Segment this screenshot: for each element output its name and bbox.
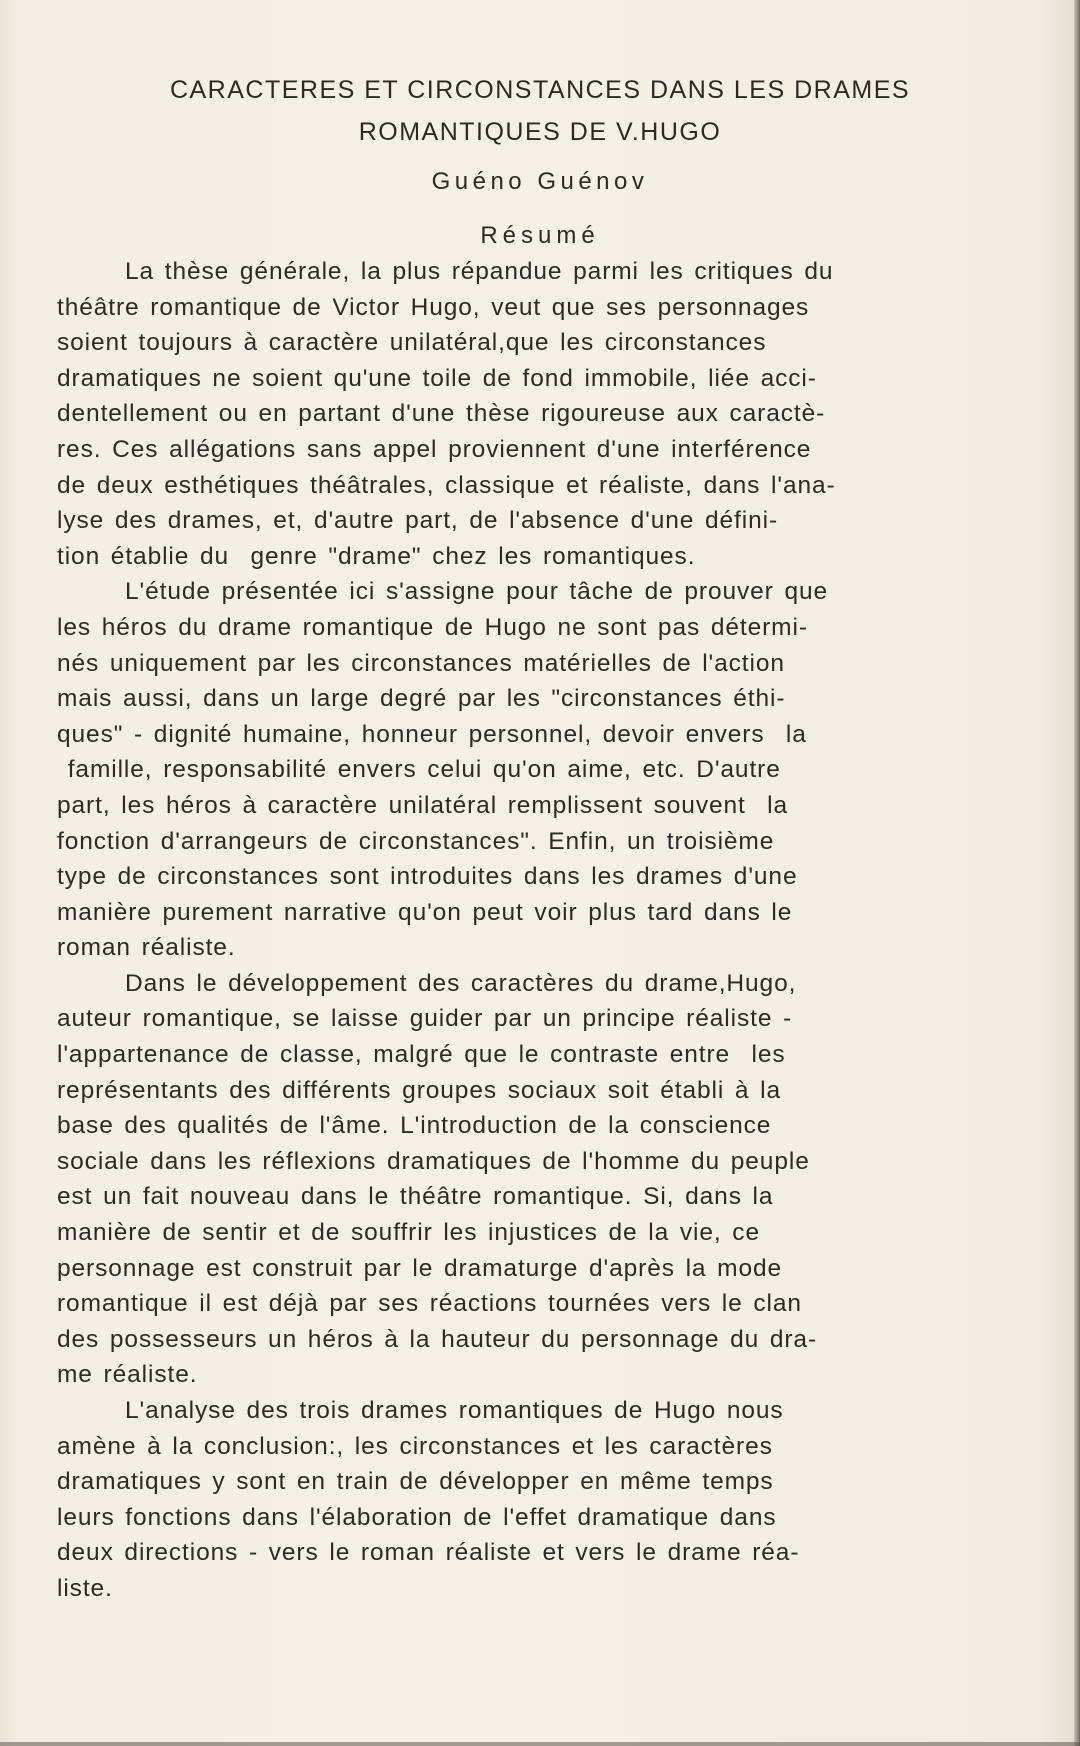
text-line: manière purement narrative qu'on peut voir plus tard dans le <box>57 898 793 926</box>
text-line: fonction d'arrangeurs de circonstances". Enfin, un troisième <box>57 827 775 855</box>
text-line: me réaliste. <box>57 1361 198 1389</box>
title-line-2: ROMANTIQUES DE V.HUGO <box>358 118 722 146</box>
text-line: ques" - dignité humaine, honneur personnel, devoir envers la <box>57 720 807 748</box>
text-line: tion établie du genre "drame" chez les romantiques. <box>57 542 696 570</box>
text-line: L'analyse des trois drames romantiques de Hugo nous <box>125 1397 784 1424</box>
text-line: dramatiques ne soient qu'une toile de fond immobile, liée acci- <box>57 364 817 392</box>
text-line: La thèse générale, la plus répandue parmi les critiques du <box>125 258 834 285</box>
text-line: nés uniquement par les circonstances matérielles de l'action <box>57 649 785 677</box>
text-line: liste. <box>57 1574 113 1602</box>
text-line: famille, responsabilité envers celui qu'on aime, etc. D'autre <box>57 756 781 784</box>
text-line: manière de sentir et de souffrir les injustices de la vie, ce <box>57 1219 760 1247</box>
text-line: dentellement ou en partant d'une thèse rigoureuse aux caractè- <box>57 400 826 428</box>
text-line: est un fait nouveau dans le théâtre romantique. Si, dans la <box>57 1183 774 1211</box>
text-line: théâtre romantique de Victor Hugo, veut que ses personnages <box>57 293 810 321</box>
text-line: l'appartenance de classe, malgré que le contraste entre les <box>57 1041 786 1069</box>
text-line: lyse des drames, et, d'autre part, de l'absence d'une défini- <box>57 507 779 535</box>
text-line: type de circonstances sont introduites dans les drames d'une <box>57 863 798 891</box>
author-name: Guéno Guénov <box>431 168 649 195</box>
text-line: des possesseurs un héros à la hauteur du personnage du dra- <box>57 1325 818 1353</box>
text-line: roman réaliste. <box>57 934 236 962</box>
text-line: Dans le développement des caractères du drame,Hugo, <box>125 969 797 997</box>
text-line: de deux esthétiques théâtrales, classique et réaliste, dans l'ana- <box>57 471 836 499</box>
text-line: représentants des différents groupes sociaux soit établi à la <box>57 1076 781 1104</box>
text-line: romantique il est déjà par ses réactions tournées vers le clan <box>57 1290 802 1318</box>
text-line: personnage est construit par le dramaturge d'après la mode <box>57 1254 783 1282</box>
text-line: part, les héros à caractère unilatéral remplissent souvent la <box>57 791 789 819</box>
page-bottom-edge <box>0 1742 1080 1746</box>
text-line: soient toujours à caractère unilatéral,que les circonstances <box>57 329 767 357</box>
text-line: res. Ces allégations sans appel proviennent d'une interférence <box>57 435 812 463</box>
abstract-body <box>57 254 1037 1607</box>
text-line: auteur romantique, se laisse guider par un principe réaliste - <box>57 1005 793 1033</box>
text-line: amène à la conclusion:, les circonstances et les caractères <box>57 1432 773 1460</box>
text-line: base des qualités de l'âme. L'introduction de la conscience <box>57 1112 772 1140</box>
text-line: sociale dans les réflexions dramatiques de l'homme du peuple <box>57 1147 810 1175</box>
text-line: L'étude présentée ici s'assigne pour tâche de prouver que <box>125 578 829 606</box>
text-line: leurs fonctions dans l'élaboration de l'effet dramatique dans <box>57 1503 777 1531</box>
text-line: dramatiques y sont en train de développer en même temps <box>57 1468 774 1496</box>
page-edge-shadow <box>1074 0 1080 1746</box>
title-line-1: CARACTERES ET CIRCONSTANCES DANS LES DRAMES <box>169 76 911 104</box>
text-line: deux directions - vers le roman réaliste et vers le drame réa- <box>57 1539 800 1567</box>
section-heading: Résumé <box>480 222 600 249</box>
text-line: mais aussi, dans un large degré par les "circonstances éthi- <box>57 685 786 713</box>
text-line: les héros du drame romantique de Hugo ne sont pas détermi- <box>57 613 808 641</box>
